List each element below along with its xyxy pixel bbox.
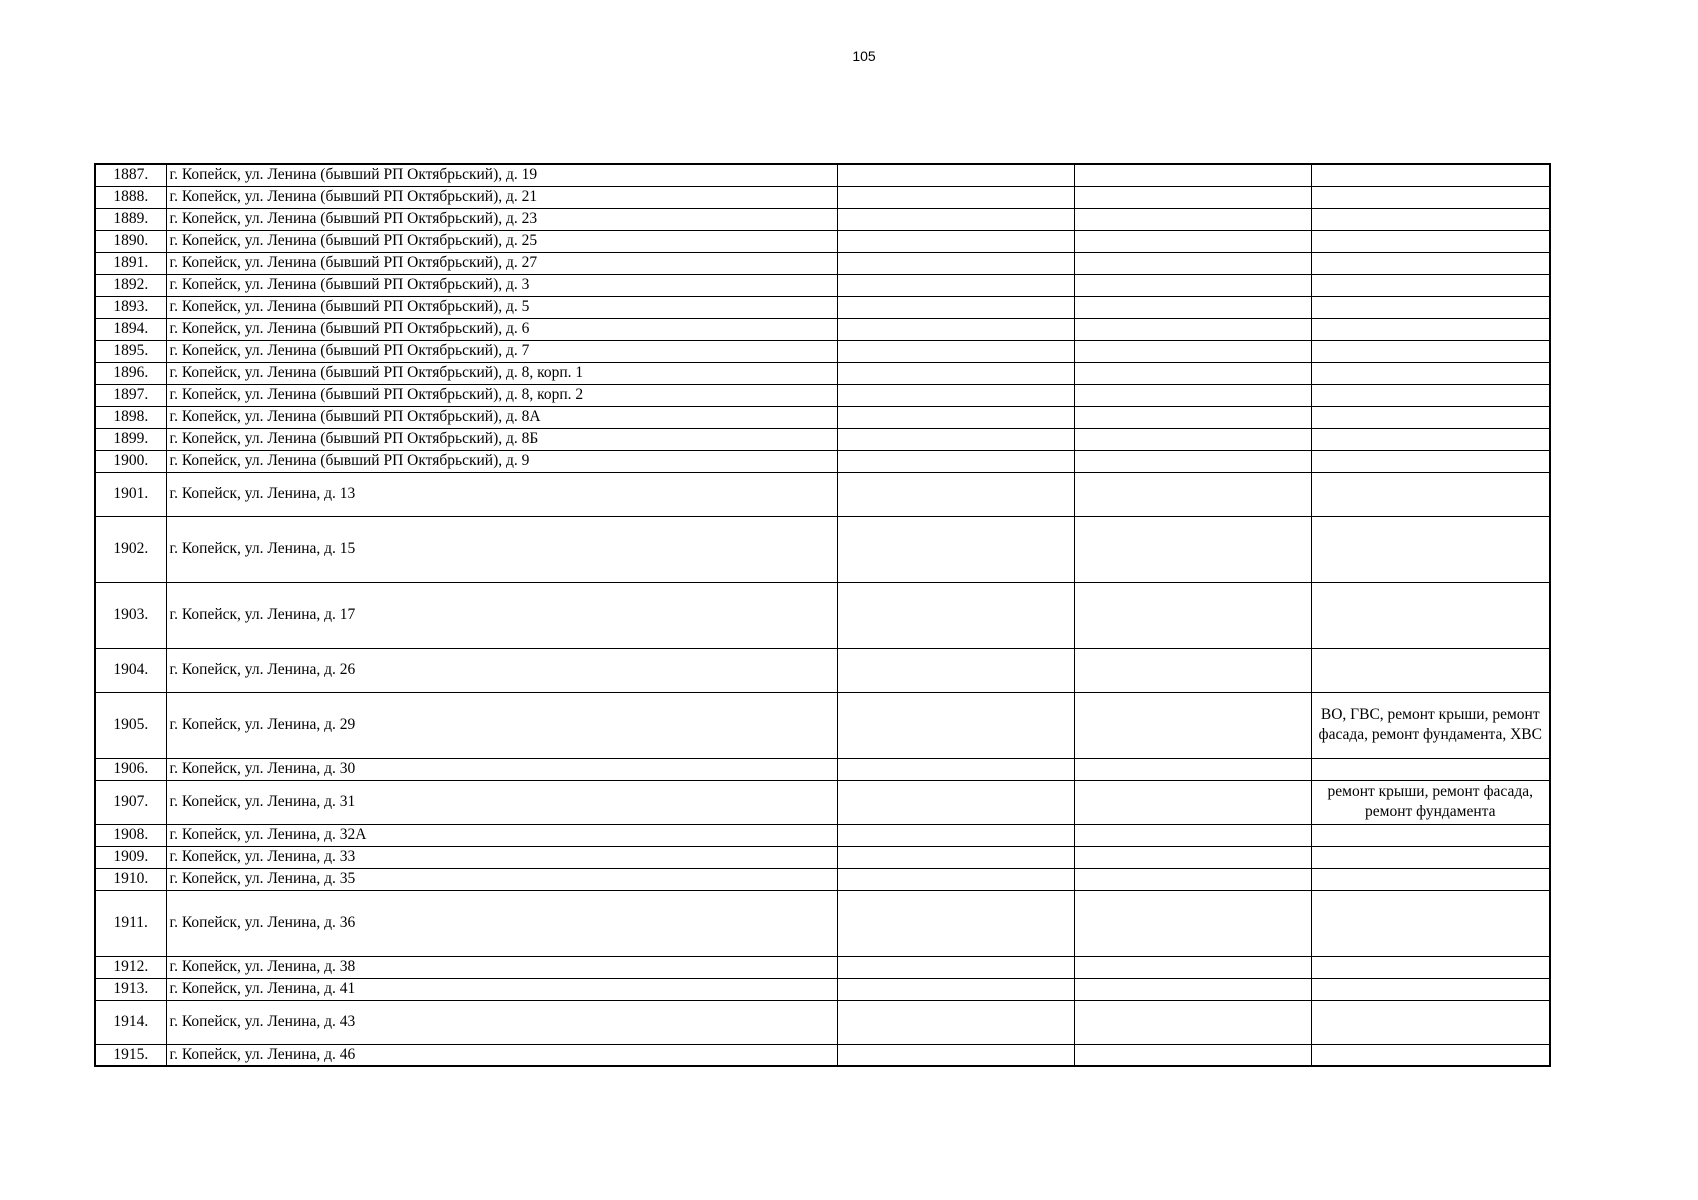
row-works — [1311, 318, 1550, 340]
row-column-4 — [1074, 472, 1311, 516]
row-column-4 — [1074, 868, 1311, 890]
row-column-3 — [837, 582, 1074, 648]
row-works — [1311, 648, 1550, 692]
table-row — [95, 274, 1550, 296]
row-address: г. Копейск, ул. Ленина, д. 38 — [166, 956, 837, 978]
row-number: 1900. — [95, 450, 166, 472]
row-column-4 — [1074, 978, 1311, 1000]
table-row — [95, 164, 1550, 186]
table-row — [95, 846, 1550, 868]
row-works: ВО, ГВС, ремонт крыши, ремонт фасада, ремонт фундамента, ХВС — [1311, 692, 1550, 758]
row-number: 1909. — [95, 846, 166, 868]
row-number: 1914. — [95, 1000, 166, 1044]
row-number: 1901. — [95, 472, 166, 516]
row-column-4 — [1074, 890, 1311, 956]
row-works — [1311, 208, 1550, 230]
table-row — [95, 516, 1550, 582]
row-works — [1311, 758, 1550, 780]
row-column-4 — [1074, 824, 1311, 846]
row-column-3 — [837, 208, 1074, 230]
row-column-4 — [1074, 450, 1311, 472]
row-column-3 — [837, 978, 1074, 1000]
row-number: 1888. — [95, 186, 166, 208]
row-column-4 — [1074, 186, 1311, 208]
row-column-3 — [837, 384, 1074, 406]
row-number: 1915. — [95, 1044, 166, 1066]
row-works — [1311, 846, 1550, 868]
row-column-3 — [837, 450, 1074, 472]
row-column-3 — [837, 274, 1074, 296]
row-address: г. Копейск, ул. Ленина (бывший РП Октябрьский), д. 21 — [166, 186, 837, 208]
row-works — [1311, 230, 1550, 252]
table-row — [95, 890, 1550, 956]
row-address: г. Копейск, ул. Ленина (бывший РП Октябрьский), д. 6 — [166, 318, 837, 340]
row-column-3 — [837, 1000, 1074, 1044]
row-works — [1311, 384, 1550, 406]
row-column-3 — [837, 692, 1074, 758]
table-row — [95, 340, 1550, 362]
row-column-4 — [1074, 340, 1311, 362]
row-column-4 — [1074, 406, 1311, 428]
row-address: г. Копейск, ул. Ленина (бывший РП Октябрьский), д. 27 — [166, 252, 837, 274]
row-works — [1311, 428, 1550, 450]
row-number: 1898. — [95, 406, 166, 428]
row-number: 1892. — [95, 274, 166, 296]
table-row — [95, 428, 1550, 450]
address-table — [94, 163, 1551, 1067]
table-row — [95, 648, 1550, 692]
row-column-4 — [1074, 164, 1311, 186]
row-works — [1311, 1000, 1550, 1044]
row-column-3 — [837, 252, 1074, 274]
row-address: г. Копейск, ул. Ленина, д. 46 — [166, 1044, 837, 1066]
row-number: 1887. — [95, 164, 166, 186]
row-address: г. Копейск, ул. Ленина, д. 13 — [166, 472, 837, 516]
row-works — [1311, 956, 1550, 978]
row-address: г. Копейск, ул. Ленина (бывший РП Октябрьский), д. 8А — [166, 406, 837, 428]
row-address: г. Копейск, ул. Ленина (бывший РП Октябрьский), д. 23 — [166, 208, 837, 230]
row-address: г. Копейск, ул. Ленина (бывший РП Октябрьский), д. 19 — [166, 164, 837, 186]
table-row — [95, 296, 1550, 318]
row-column-3 — [837, 956, 1074, 978]
row-address: г. Копейск, ул. Ленина, д. 31 — [166, 780, 837, 824]
table-row — [95, 1044, 1550, 1066]
row-column-3 — [837, 472, 1074, 516]
row-address: г. Копейск, ул. Ленина, д. 36 — [166, 890, 837, 956]
row-column-3 — [837, 296, 1074, 318]
table-row — [95, 208, 1550, 230]
row-column-3 — [837, 846, 1074, 868]
row-number: 1889. — [95, 208, 166, 230]
row-address: г. Копейск, ул. Ленина, д. 35 — [166, 868, 837, 890]
table-row — [95, 472, 1550, 516]
row-column-3 — [837, 428, 1074, 450]
row-column-4 — [1074, 516, 1311, 582]
row-number: 1905. — [95, 692, 166, 758]
row-address: г. Копейск, ул. Ленина, д. 32А — [166, 824, 837, 846]
row-column-4 — [1074, 362, 1311, 384]
row-works — [1311, 450, 1550, 472]
row-number: 1912. — [95, 956, 166, 978]
row-number: 1913. — [95, 978, 166, 1000]
row-address: г. Копейск, ул. Ленина (бывший РП Октябрьский), д. 9 — [166, 450, 837, 472]
row-column-4 — [1074, 956, 1311, 978]
row-address: г. Копейск, ул. Ленина (бывший РП Октябрьский), д. 25 — [166, 230, 837, 252]
row-works: ремонт крыши, ремонт фасада, ремонт фундамента — [1311, 780, 1550, 824]
row-address: г. Копейск, ул. Ленина, д. 26 — [166, 648, 837, 692]
row-works — [1311, 1044, 1550, 1066]
row-column-3 — [837, 230, 1074, 252]
table-row — [95, 362, 1550, 384]
row-works — [1311, 296, 1550, 318]
row-column-4 — [1074, 274, 1311, 296]
row-number: 1907. — [95, 780, 166, 824]
row-works — [1311, 274, 1550, 296]
row-column-3 — [837, 648, 1074, 692]
row-number: 1893. — [95, 296, 166, 318]
row-column-4 — [1074, 648, 1311, 692]
row-number: 1911. — [95, 890, 166, 956]
row-column-3 — [837, 890, 1074, 956]
row-column-4 — [1074, 582, 1311, 648]
row-number: 1899. — [95, 428, 166, 450]
table-row — [95, 692, 1550, 758]
table-row — [95, 956, 1550, 978]
row-address: г. Копейск, ул. Ленина, д. 29 — [166, 692, 837, 758]
table-row — [95, 582, 1550, 648]
table-row — [95, 450, 1550, 472]
row-column-4 — [1074, 252, 1311, 274]
row-column-3 — [837, 362, 1074, 384]
row-number: 1890. — [95, 230, 166, 252]
row-number: 1903. — [95, 582, 166, 648]
row-column-4 — [1074, 1044, 1311, 1066]
row-column-4 — [1074, 1000, 1311, 1044]
row-column-3 — [837, 1044, 1074, 1066]
row-column-4 — [1074, 780, 1311, 824]
row-number: 1906. — [95, 758, 166, 780]
row-works — [1311, 890, 1550, 956]
row-number: 1904. — [95, 648, 166, 692]
row-address: г. Копейск, ул. Ленина (бывший РП Октябрьский), д. 8, корп. 1 — [166, 362, 837, 384]
row-address: г. Копейск, ул. Ленина, д. 30 — [166, 758, 837, 780]
table-row — [95, 978, 1550, 1000]
row-address: г. Копейск, ул. Ленина (бывший РП Октябрьский), д. 8Б — [166, 428, 837, 450]
row-address: г. Копейск, ул. Ленина (бывший РП Октябрьский), д. 3 — [166, 274, 837, 296]
row-works — [1311, 472, 1550, 516]
row-number: 1910. — [95, 868, 166, 890]
table-row — [95, 384, 1550, 406]
row-column-3 — [837, 318, 1074, 340]
row-column-4 — [1074, 384, 1311, 406]
row-column-4 — [1074, 318, 1311, 340]
table-row — [95, 780, 1550, 824]
row-number: 1908. — [95, 824, 166, 846]
table-body — [95, 164, 1550, 1066]
row-column-3 — [837, 186, 1074, 208]
row-column-3 — [837, 824, 1074, 846]
table-row — [95, 186, 1550, 208]
row-number: 1897. — [95, 384, 166, 406]
table-row — [95, 868, 1550, 890]
row-column-3 — [837, 340, 1074, 362]
row-address: г. Копейск, ул. Ленина (бывший РП Октябрьский), д. 7 — [166, 340, 837, 362]
row-address: г. Копейск, ул. Ленина, д. 33 — [166, 846, 837, 868]
row-column-3 — [837, 868, 1074, 890]
row-number: 1894. — [95, 318, 166, 340]
row-number: 1895. — [95, 340, 166, 362]
table-row — [95, 758, 1550, 780]
row-works — [1311, 186, 1550, 208]
row-column-3 — [837, 758, 1074, 780]
row-number: 1891. — [95, 252, 166, 274]
row-works — [1311, 582, 1550, 648]
row-column-4 — [1074, 692, 1311, 758]
row-works — [1311, 406, 1550, 428]
row-column-4 — [1074, 296, 1311, 318]
row-works — [1311, 824, 1550, 846]
row-address: г. Копейск, ул. Ленина, д. 41 — [166, 978, 837, 1000]
row-column-4 — [1074, 208, 1311, 230]
table-row — [95, 406, 1550, 428]
row-address: г. Копейск, ул. Ленина, д. 17 — [166, 582, 837, 648]
row-works — [1311, 340, 1550, 362]
row-column-3 — [837, 406, 1074, 428]
row-address: г. Копейск, ул. Ленина, д. 15 — [166, 516, 837, 582]
row-address: г. Копейск, ул. Ленина (бывший РП Октябрьский), д. 5 — [166, 296, 837, 318]
row-column-3 — [837, 516, 1074, 582]
row-works — [1311, 868, 1550, 890]
table-row — [95, 252, 1550, 274]
row-works — [1311, 362, 1550, 384]
row-address: г. Копейск, ул. Ленина, д. 43 — [166, 1000, 837, 1044]
row-column-4 — [1074, 758, 1311, 780]
row-column-3 — [837, 164, 1074, 186]
row-works — [1311, 978, 1550, 1000]
table-row — [95, 1000, 1550, 1044]
row-works — [1311, 164, 1550, 186]
row-address: г. Копейск, ул. Ленина (бывший РП Октябрьский), д. 8, корп. 2 — [166, 384, 837, 406]
row-column-3 — [837, 780, 1074, 824]
row-number: 1902. — [95, 516, 166, 582]
table-row — [95, 230, 1550, 252]
row-number: 1896. — [95, 362, 166, 384]
row-works — [1311, 252, 1550, 274]
row-column-4 — [1074, 428, 1311, 450]
page-number: 105 — [852, 48, 876, 64]
row-column-4 — [1074, 846, 1311, 868]
row-column-4 — [1074, 230, 1311, 252]
row-works — [1311, 516, 1550, 582]
table-row — [95, 318, 1550, 340]
table-row — [95, 824, 1550, 846]
